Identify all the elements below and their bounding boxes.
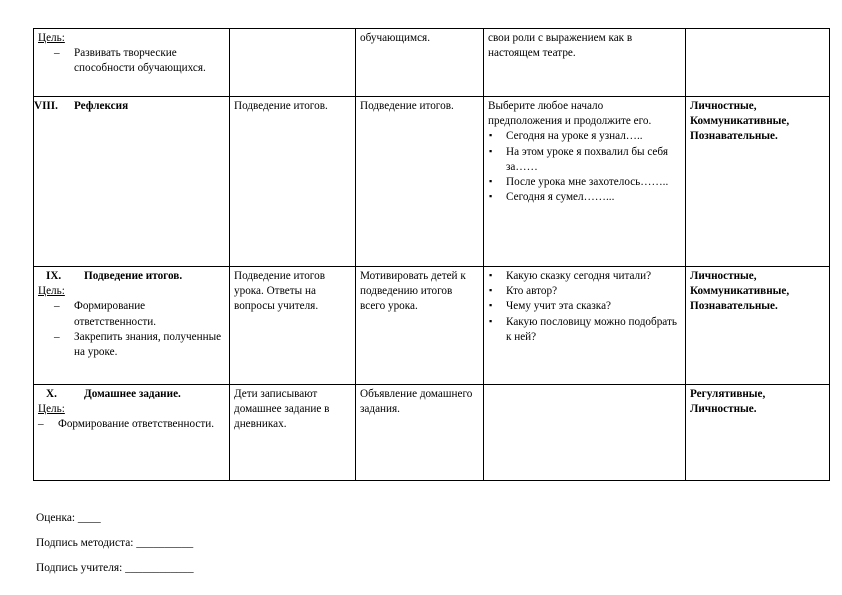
uud-item: Регулятивные, [690,388,766,400]
activity-text: Выберите любое начало предположения и продолжите его. [488,100,652,128]
list-item: ▪ На этом уроке я похвалил бы себя за…… [488,145,680,175]
activity-cell [484,97,686,267]
lesson-plan-table [33,28,830,481]
stage-cell [34,385,230,481]
uud-cell [686,267,830,385]
uud-item: Коммуникативные, [690,115,790,128]
stage-cell [34,29,230,97]
student-cell: Мотивировать детей к подведению итогов всего урока. [356,267,484,385]
goal-label: Цель: [38,32,65,44]
list-item: ▪ Сегодня на уроке я узнал….. [488,129,680,144]
activity-list [488,129,680,205]
teacher-cell: Дети записывают домашнее задание в дневниках. [230,385,356,481]
student-cell: Подведение итогов. [356,97,484,267]
uud-item: Личностные. [690,403,757,416]
goal-label: Цель: [38,403,65,416]
list-item: – Развивать творческие способности обучающихся. [54,46,224,76]
teacher-cell [230,29,356,97]
stage-number: VIII. [34,100,58,112]
activity-cell [484,267,686,385]
stage-cell [34,267,230,385]
goal-list [38,46,224,76]
uud-item: Познавательные. [690,130,778,143]
goal-label: Цель: [38,285,65,298]
activity-cell [484,29,686,97]
list-item: ▪ Чему учит эта сказка? [488,299,680,314]
list-item: ▪ Сегодня я сумел……... [488,190,680,205]
list-item: – Закрепить знания, полученные на уроке. [54,330,224,360]
uud-item: Личностные, [690,100,757,112]
stage-number: X. [46,388,57,400]
teacher-cell: Подведение итогов урока. Ответы на вопросы учителя. [230,267,356,385]
list-item: ▪ Какую пословицу можно подобрать к ней? [488,315,680,345]
teacher-cell: Подведение итогов. [230,97,356,267]
student-cell: Объявление домашнего задания. [356,385,484,481]
activity-text: свои роли с выражением как в настоящем театре. [488,32,633,60]
list-item: ▪ Какую сказку сегодня читали? [488,269,680,284]
stage-title: Домашнее задание. [84,388,181,400]
grade-line: Оценка: ____ [36,512,101,524]
uud-cell [686,385,830,481]
table-row [34,385,830,481]
methodist-signature-line: Подпись методиста: __________ [36,537,194,549]
stage-number: IX. [46,270,62,282]
uud-item: Личностные, [690,270,757,282]
list-item: – Формирование ответственности. [54,299,224,329]
list-item: ▪ Кто автор? [488,284,680,299]
activity-cell [484,385,686,481]
stage-heading [38,269,224,284]
table-row [34,97,830,267]
teacher-signature-line: Подпись учителя: ____________ [36,562,194,574]
uud-item: Коммуникативные, [690,285,790,298]
goal-list [38,417,224,432]
table-row [34,29,830,97]
list-item: – Формирование ответственности. [38,417,224,432]
student-cell: обучающимся. [356,29,484,97]
uud-item: Познавательные. [690,300,778,313]
list-item: ▪ После урока мне захотелось…….. [488,175,680,190]
stage-title: Подведение итогов. [84,270,183,282]
uud-cell [686,97,830,267]
uud-cell [686,29,830,97]
stage-cell [34,97,230,267]
stage-heading [34,99,224,114]
stage-title: Рефлексия [74,100,129,112]
goal-list [38,299,224,360]
table-row [34,267,830,385]
activity-list [488,269,680,345]
stage-heading [38,387,224,402]
